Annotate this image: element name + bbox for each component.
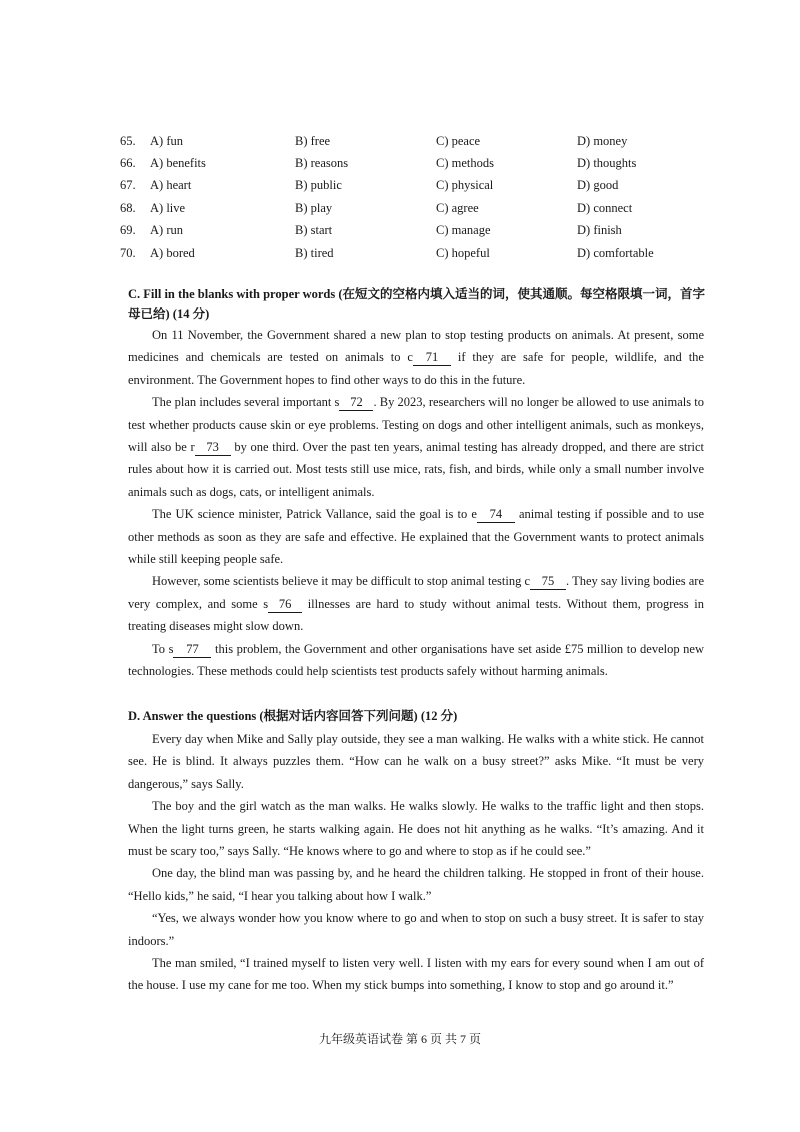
option-d: D) money xyxy=(577,133,628,148)
option-d: D) good xyxy=(577,178,619,193)
passage-text: if they are safe for people, wildlife, and the environment. The Government hopes to find other ways to do this in the future. xyxy=(128,350,704,387)
passage-paragraph xyxy=(128,391,704,503)
option-row-70 xyxy=(120,242,720,264)
passage-text: . By 2023, researchers will no longer be allowed to use animals to test whether products cause skin or eye problems. Testing on dogs and other intelligent animals, such as monkeys, will also be r xyxy=(128,395,704,455)
passage-text: . They say living bodies are very complex, and some s xyxy=(128,574,704,611)
section-d-heading: D. Answer the questions (根据对话内容回答下列问题) (12 分) xyxy=(128,709,458,723)
section-c-passage xyxy=(128,324,704,683)
option-b: B) tired xyxy=(295,245,334,260)
passage-paragraph xyxy=(128,503,704,570)
option-b: B) play xyxy=(295,200,333,215)
section-c-heading: C. Fill in the blanks with proper words (在短文的空格内填入适当的词，使其通顺。每空格限填一词，首字母已给) (14 分) xyxy=(128,287,706,321)
option-b: B) reasons xyxy=(295,156,349,171)
question-number: 65. xyxy=(120,133,136,148)
question-number: 69. xyxy=(120,223,136,238)
passage-paragraph: “Yes, we always wonder how you know where to go and when to stop on such a busy street. It is safer to stay indoors.” xyxy=(128,911,704,948)
option-d: D) connect xyxy=(577,200,633,215)
option-b: B) free xyxy=(295,133,331,148)
blank-73: 73 xyxy=(195,440,231,456)
question-number: 70. xyxy=(120,245,136,260)
option-row-69 xyxy=(120,220,720,242)
passage-text: this problem, the Government and other organisations have set aside £75 million to develop new technologies. These methods could help scientists test products safely without harming animals. xyxy=(128,641,704,679)
passage-paragraph: The man smiled, “I trained myself to listen very well. I listen with my ears for every sound when I am out of the house. I use my cane for me too. When my stick bumps into something, I know to stop and go around it.” xyxy=(128,956,704,993)
option-a: A) run xyxy=(150,223,183,238)
blank-76: 76 xyxy=(268,597,302,613)
option-d: D) thoughts xyxy=(577,156,637,171)
passage-paragraph: Every day when Mike and Sally play outside, they see a man walking. He walks with a white stick. He cannot see. He is blind. It always puzzles them. “How can he walk on a busy street?” asks Mike. “It must be very dangerous,” says Sally. xyxy=(128,732,704,791)
option-c: C) methods xyxy=(436,156,494,171)
option-a: A) benefits xyxy=(150,156,206,171)
option-c: C) physical xyxy=(436,178,494,193)
option-row-68 xyxy=(120,197,720,219)
option-d: D) comfortable xyxy=(577,245,654,260)
option-c: C) peace xyxy=(436,133,481,148)
passage-text: illnesses are hard to study without animal tests. Without them, progress in treating diseases might slow down. xyxy=(128,596,704,634)
blank-72: 72 xyxy=(339,395,373,411)
option-row-65 xyxy=(120,130,720,152)
option-c: C) manage xyxy=(436,223,491,238)
passage-text: animal testing if possible and to use other methods as soon as they are safe and effective. He explained that the Government wants to protect animals while still keeping people safe. xyxy=(128,507,705,567)
option-b: B) public xyxy=(295,178,342,193)
passage-text: To s xyxy=(152,641,174,656)
passage-paragraph: One day, the blind man was passing by, and he heard the children talking. He stopped in front of their house. “Hello kids,” he said, “I hear you talking about how I walk.” xyxy=(128,866,704,903)
blank-75: 75 xyxy=(530,574,566,590)
blank-77: 77 xyxy=(173,642,211,658)
passage-paragraph: The boy and the girl watch as the man walks. He walks slowly. He walks to the traffic light and then stops. When the light turns green, he starts walking again. He does not hit anything as he walks. “It’s amazing. And it must be scary too,” says Sally. “He knows where to go and where to stop as if he could see.” xyxy=(128,799,704,859)
passage-paragraph xyxy=(128,570,704,637)
question-number: 68. xyxy=(120,200,136,215)
passage-text: by one third. Over the past ten years, animal testing has already dropped, and there are strict rules about how it is carried out. Most tests still use mice, rats, fish, and birds, while only a small number involve animals such as dogs, cats, or intelligent animals. xyxy=(128,440,704,499)
option-a: A) fun xyxy=(150,133,183,148)
blank-74: 74 xyxy=(477,507,515,523)
passage-paragraph xyxy=(128,638,704,683)
passage-paragraph xyxy=(128,324,704,391)
option-row-67 xyxy=(120,175,720,197)
option-c: C) agree xyxy=(436,200,479,215)
option-a: A) bored xyxy=(150,245,195,260)
option-a: A) live xyxy=(150,200,186,215)
question-number: 66. xyxy=(120,156,136,171)
passage-text: The UK science minister, Patrick Vallance, said the goal is to e xyxy=(152,507,477,522)
question-number: 67. xyxy=(120,178,136,193)
option-d: D) finish xyxy=(577,223,622,238)
option-row-66 xyxy=(120,152,720,174)
option-c: C) hopeful xyxy=(436,245,490,260)
option-a: A) heart xyxy=(150,178,192,193)
multiple-choice-options xyxy=(120,130,720,264)
passage-text: On 11 November, the Government shared a new plan to stop testing products on animals. At present, some medicines and chemicals are tested on animals to c xyxy=(128,328,704,365)
page-footer: 九年级英语试卷 第 6 页 共 7 页 xyxy=(318,1032,481,1046)
blank-71: 71 xyxy=(413,350,451,366)
passage-text: However, some scientists believe it may be difficult to stop animal testing c xyxy=(152,574,531,589)
passage-text: The plan includes several important s xyxy=(152,395,340,410)
section-d-passage xyxy=(128,728,704,997)
option-b: B) start xyxy=(295,223,333,238)
